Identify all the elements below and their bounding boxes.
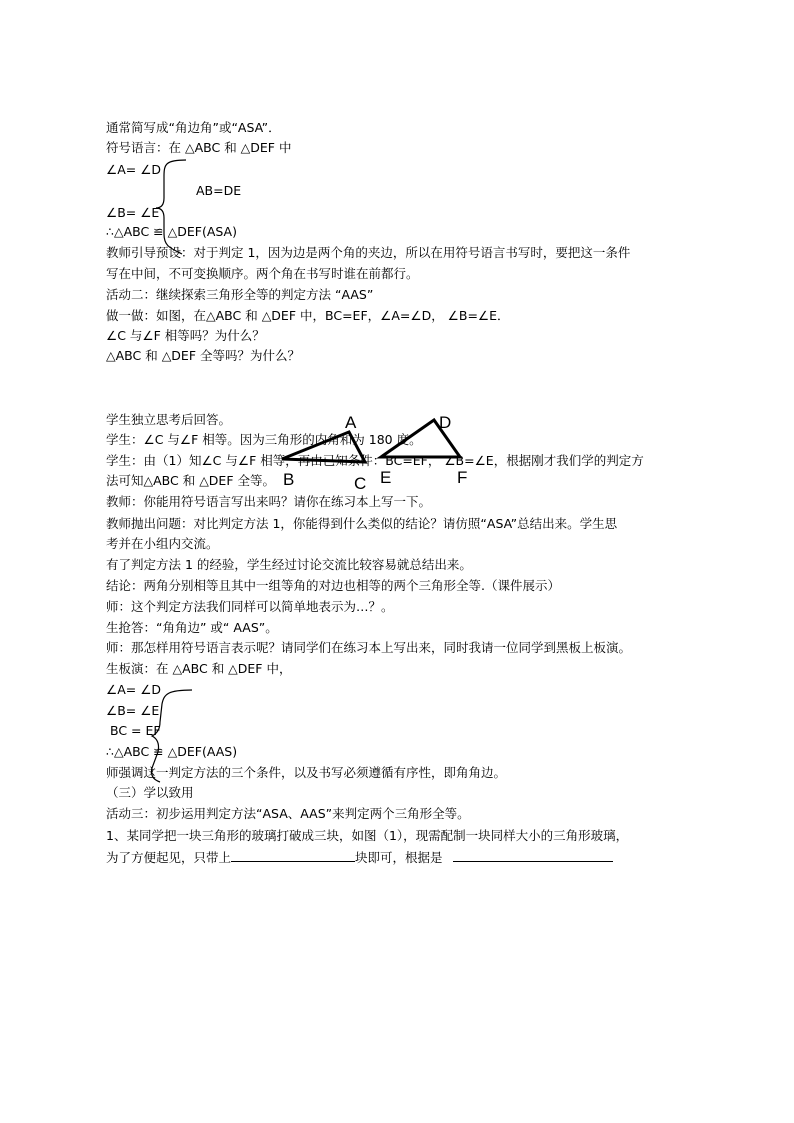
triangle-abc — [282, 432, 365, 462]
text-segment: 为了方便起见，只带上 — [106, 850, 232, 865]
text-line: 师：那怎样用符号语言表示呢？请同学们在练习本上写出来，同时我请一位同学到黑板上板演。 — [106, 640, 632, 655]
vertex-label-c: C — [354, 474, 367, 493]
text-line: 写在中间，不可变换顺序。两个角在书写时谁在前都行。 — [106, 266, 419, 281]
text-line: 学生：由（1）知∠C 与∠F 相等，再由已知条件：BC=EF， ∠B=∠E，根据刚才我们学的判定方 — [106, 453, 644, 468]
vertex-label-e: E — [380, 468, 392, 487]
text-line: 结论：两角分别相等且其中一组等角的对边也相等的两个三角形全等.（课件展示） — [106, 578, 560, 593]
conclusion-line: ∴△ABC ≌ △DEF(AAS) — [106, 744, 238, 759]
condition-line: ∠B= ∠E — [106, 703, 160, 718]
condition-line: ∠A= ∠D — [106, 682, 162, 697]
text-line: 师强调这一判定方法的三个条件，以及书写必须遵循有序性，即角角边。 — [106, 765, 507, 780]
conclusion-line: ∴△ABC ≌ △DEF(ASA) — [106, 224, 237, 239]
text-line: 生抢答：“角角边” 或“ AAS”。 — [106, 620, 278, 635]
text-line: 师：这个判定方法我们同样可以简单地表示为…？。 — [106, 599, 394, 614]
text-line: 教师抛出问题：对比判定方法 1，你能得到什么类似的结论？请仿照“ASA”总结出来。学生思 — [106, 516, 618, 531]
vertex-label-f: F — [457, 468, 468, 487]
text-line: 1、某同学把一块三角形的玻璃打破成三块，如图（1），现需配制一块同样大小的三角形玻璃， — [106, 828, 629, 843]
condition-line: AB=DE — [196, 183, 242, 198]
vertex-label-a: A — [345, 413, 357, 432]
vertex-label-b: B — [283, 470, 295, 489]
text-line: 符号语言：在 △ABC 和 △DEF 中 — [106, 140, 292, 155]
text-line: 学生独立思考后回答。 — [106, 412, 232, 427]
curly-brace — [156, 160, 186, 254]
text-line: 学生：∠C 与∠F 相等。因为三角形的内角和为 180 度。 — [106, 432, 422, 447]
condition-line: BC = EF — [110, 723, 161, 738]
text-line: 生板演：在 △ABC 和 △DEF 中， — [106, 661, 292, 676]
text-line: 活动二：继续探索三角形全等的判定方法 “AAS” — [106, 287, 374, 302]
text-line: 通常简写成“角边角”或“ASA”． — [106, 120, 281, 135]
curly-brace — [151, 690, 192, 782]
text-line: 做一做：如图，在△ABC 和 △DEF 中，BC=EF，∠A=∠D， ∠B=∠E． — [106, 308, 510, 323]
text-line: 活动三：初步运用判定方法“ASA、AAS”来判定两个三角形全等。 — [106, 806, 470, 821]
text-segment: 块即可，根据是 — [355, 850, 443, 865]
condition-line: ∠B= ∠E — [106, 205, 160, 220]
text-line: 教师：你能用符号语言写出来吗？请你在练习本上写一下。 — [106, 494, 432, 509]
text-line: 有了判定方法 1 的经验，学生经过讨论交流比较容易就总结出来。 — [106, 557, 472, 572]
vertex-label-d: D — [439, 413, 452, 432]
section-heading: （三）学以致用 — [106, 785, 194, 800]
text-line: 考并在小组内交流。 — [106, 536, 219, 551]
text-line: 法可知△ABC 和 △DEF 全等。 — [106, 473, 275, 488]
text-line: 教师引导预设：对于判定 1，因为边是两个角的夹边，所以在用符号语言书写时，要把这一条件 — [106, 245, 631, 260]
condition-line: ∠A= ∠D — [106, 162, 162, 177]
text-line: △ABC 和 △DEF 全等吗？为什么？ — [106, 348, 300, 363]
text-line: ∠C 与∠F 相等吗？为什么？ — [106, 328, 265, 343]
